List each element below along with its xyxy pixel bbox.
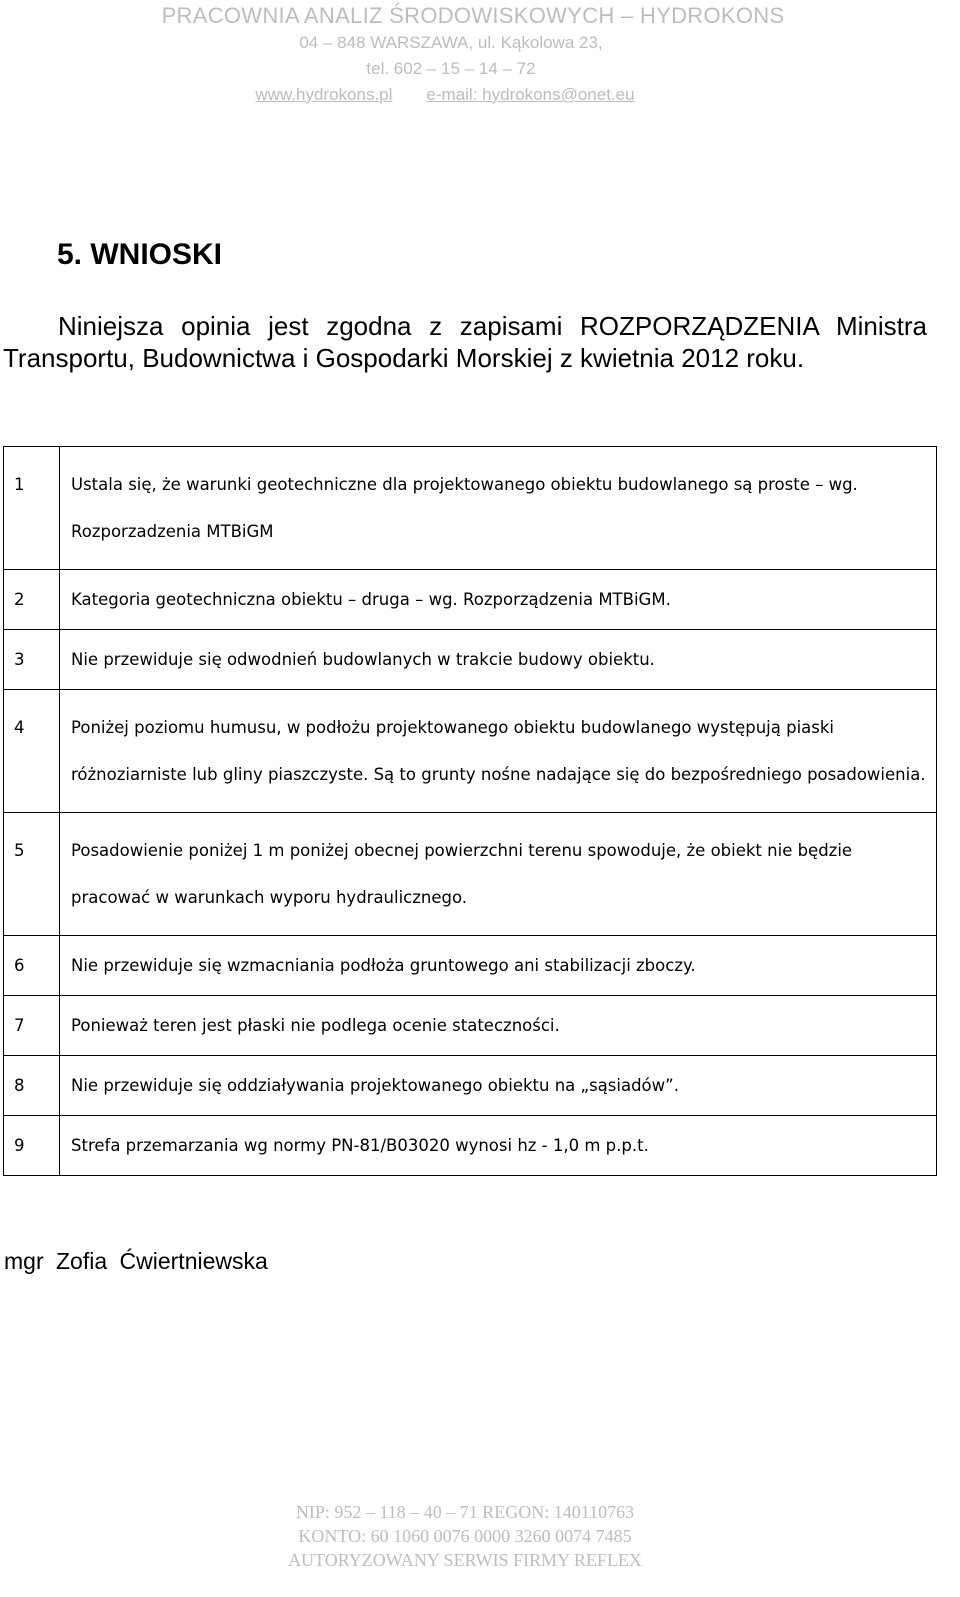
email-link[interactable]: e-mail: hydrokons@onet.eu <box>426 85 635 104</box>
table-row <box>4 1116 937 1176</box>
row-number: 5 <box>14 841 25 860</box>
row-text: Nie przewiduje się oddziaływania projektowanego obiektu na „sąsiadów”. <box>71 1076 679 1095</box>
footer-nip-regon: NIP: 952 – 118 – 40 – 71 REGON: 140110763 <box>295 1502 635 1522</box>
row-text: Nie przewiduje się odwodnień budowlanych w trakcie budowy obiektu. <box>71 650 655 669</box>
letterhead <box>0 2 960 108</box>
row-text: Strefa przemarzania wg normy PN-81/B03020 wynosi hz - 1,0 m p.p.t. <box>71 1136 649 1155</box>
section-title: 5. WNIOSKI <box>57 238 223 271</box>
table-row <box>4 630 937 690</box>
row-number: 8 <box>14 1076 25 1095</box>
footer-service: AUTORYZOWANY SERWIS FIRMY REFLEX <box>288 1550 642 1570</box>
row-number: 1 <box>14 475 25 494</box>
conclusions-table <box>3 446 937 1176</box>
row-number: 4 <box>14 718 25 737</box>
row-text: Posadowienie poniżej 1 m poniżej obecnej powierzchni terenu spowoduje, że obiekt nie będzie pracować w warunkach wyporu hydraulicznego. <box>71 841 853 907</box>
company-contact <box>0 82 960 108</box>
company-address: 04 – 848 WARSZAWA, ul. Kąkolowa 23, <box>299 33 603 52</box>
table-row <box>4 570 937 630</box>
table-row <box>4 936 937 996</box>
table-row <box>4 447 937 570</box>
row-number: 2 <box>14 590 25 609</box>
row-number: 3 <box>14 650 25 669</box>
row-text: Nie przewiduje się wzmacniania podłoża gruntowego ani stabilizacji zboczy. <box>71 956 696 975</box>
row-number: 9 <box>14 1136 25 1155</box>
table-row <box>4 1056 937 1116</box>
row-text: Poniżej poziomu humusu, w podłożu projektowanego obiektu budowlanego występują piaski różnoziarniste lub gliny piaszczyste. Są to grunty nośne nadające się do bezpośredniego posadowienia. <box>71 718 926 784</box>
row-text: Ponieważ teren jest płaski nie podlega ocenie stateczności. <box>71 1016 560 1035</box>
row-number: 7 <box>14 1016 25 1035</box>
row-number: 6 <box>14 956 25 975</box>
row-text: Ustala się, że warunki geotechniczne dla projektowanego obiektu budowlanego są proste – wg. Rozporzadzenia MTBiGM <box>71 475 858 541</box>
website-link[interactable]: www.hydrokons.pl <box>255 85 393 104</box>
signature: mgr Zofia Ćwiertniewska <box>4 1248 268 1274</box>
intro-paragraph: Niniejsza opinia jest zgodna z zapisami ROZPORZĄDZENIA Ministra Transportu, Budownictwa i Gospodarki Morskiej z kwietnia 2012 roku. <box>3 311 927 373</box>
table-row <box>4 813 937 936</box>
footer-account: KONTO: 60 1060 0076 0000 3260 0074 7485 <box>298 1526 632 1546</box>
company-name: PRACOWNIA ANALIZ ŚRODOWISKOWYCH – HYDROKONS <box>161 3 785 28</box>
row-text: Kategoria geotechniczna obiektu – druga – wg. Rozporządzenia MTBiGM. <box>71 590 671 609</box>
table-row <box>4 996 937 1056</box>
table-row <box>4 690 937 813</box>
footer <box>0 1500 960 1572</box>
company-phone: tel. 602 – 15 – 14 – 72 <box>366 59 536 78</box>
